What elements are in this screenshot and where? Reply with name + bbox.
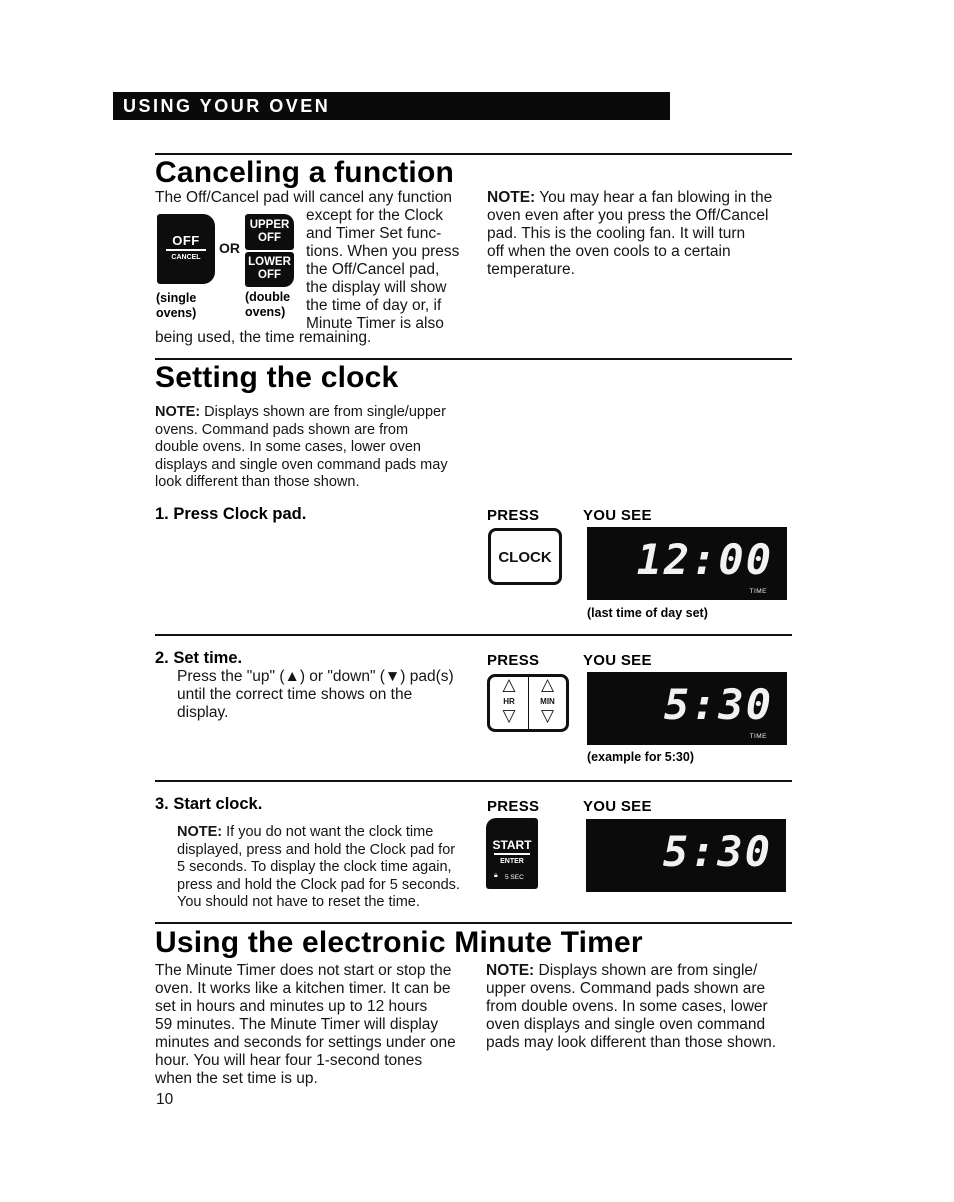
display-time-label: TIME [749, 733, 767, 740]
note-label: NOTE: [486, 962, 535, 979]
note-label: NOTE: [487, 189, 536, 206]
cancel-note [487, 189, 787, 279]
text-line: If you do not want the clock time [226, 824, 434, 840]
hr-down-icon[interactable]: ▽ [502, 706, 516, 725]
lower-off-label: OFF [258, 269, 281, 281]
cancel-title: Canceling a function [155, 156, 455, 189]
clock-display-5-30-started [586, 819, 786, 892]
min-updown-pad[interactable] [528, 674, 569, 732]
text-line: when the set time is up. [155, 1070, 318, 1087]
lower-off-pad-image [245, 252, 294, 287]
hr-updown-pad[interactable] [487, 674, 529, 732]
min-label: MIN [540, 697, 555, 706]
start-label: START [492, 838, 532, 852]
text-line: Displays shown are from single/ [538, 962, 758, 979]
caption-line: ovens) [156, 306, 197, 320]
text-line: the time of day or, if [306, 297, 442, 314]
text-line: off when the oven cools to a certain [487, 243, 731, 260]
hr-label: HR [503, 697, 515, 706]
section-rule [155, 358, 792, 360]
text-line: ovens. Command pads shown are from [155, 421, 409, 438]
text-line: You should not have to reset the time. [177, 894, 420, 910]
text-line: press and hold the Clock pad for 5 seconds. [177, 876, 460, 893]
step1-heading: 1. Press Clock pad. [155, 505, 307, 523]
clock-title: Setting the clock [155, 361, 399, 394]
text-line: set in hours and minutes up to 12 hours [155, 998, 428, 1015]
text-line: until the correct time shows on the [177, 686, 413, 703]
lock-icon: 🔒︎ [494, 872, 498, 879]
text-line: look different than those shown. [155, 474, 360, 490]
enter-label: ENTER [500, 858, 524, 865]
text-line: display. [177, 704, 229, 721]
you-see-label: YOU SEE [583, 507, 652, 524]
step-rule [155, 780, 792, 782]
caption-line: (double [245, 290, 291, 304]
press-label: PRESS [487, 652, 540, 669]
text-line: The Minute Timer does not start or stop the [155, 962, 452, 979]
clock-pad[interactable] [488, 528, 562, 585]
text-line: temperature. [487, 261, 575, 278]
section-rule [155, 153, 792, 155]
press-label: PRESS [487, 798, 540, 815]
hr-up-icon[interactable]: △ [502, 675, 516, 694]
text-line: 5 seconds. To display the clock time again, [177, 859, 452, 875]
five-sec-label: 5 SEC [505, 874, 524, 881]
text-line: double ovens. In some cases, lower oven [155, 439, 421, 455]
caption-line: ovens) [245, 305, 286, 319]
clock-display-5-30-set [587, 672, 787, 745]
section-header-label: USING YOUR OVEN [123, 96, 331, 116]
off-cancel-pad-image [157, 214, 215, 284]
timer-note [486, 962, 786, 1052]
clock-pad-label: CLOCK [498, 549, 552, 566]
upper-off-pad-image [245, 214, 294, 250]
you-see-label: YOU SEE [583, 652, 652, 669]
text-line: the Off/Cancel pad, [306, 261, 440, 278]
cancel-column-text [306, 207, 476, 333]
section-header-bar [113, 92, 670, 120]
text-line: pads may look different than those shown. [486, 1034, 777, 1051]
timer-title: Using the electronic Minute Timer [155, 926, 643, 959]
text-line: and Timer Set func- [306, 225, 442, 242]
text-line: hour. You will hear four 1-second tones [155, 1052, 423, 1069]
text-line: pad. This is the cooling fan. It will turn [487, 225, 746, 242]
text-line: You may hear a fan blowing in the [539, 189, 773, 206]
text-line: Press the "up" (▲) or "down" (▼) pad(s) [177, 668, 454, 685]
cancel-tail: being used, the time remaining. [155, 329, 372, 346]
clock-note [155, 404, 475, 492]
text-line: Displays shown are from single/upper [204, 404, 446, 420]
cancel-intro: The Off/Cancel pad will cancel any function [155, 189, 452, 206]
text-line: tions. When you press [306, 243, 460, 260]
display-time-label: TIME [749, 588, 767, 595]
double-ovens-caption [245, 290, 290, 320]
step3-heading: 3. Start clock. [155, 795, 263, 813]
single-ovens-caption [156, 291, 196, 321]
press-label: PRESS [487, 507, 540, 524]
step3-note [177, 824, 472, 912]
pad-divider [166, 249, 206, 251]
you-see-label: YOU SEE [583, 798, 652, 815]
text-line: Minute Timer is also [306, 315, 444, 332]
step1-caption: (last time of day set) [587, 606, 708, 620]
section-rule [155, 922, 792, 924]
step2-body [177, 668, 467, 722]
step2-heading: 2. Set time. [155, 649, 243, 667]
text-line: oven. It works like a kitchen timer. It can be [155, 980, 451, 997]
step2-caption: (example for 5:30) [587, 750, 694, 764]
note-label: NOTE: [155, 404, 201, 420]
lower-label: LOWER [248, 256, 291, 268]
caption-line: (single [156, 291, 197, 305]
off-label: OFF [172, 233, 200, 248]
min-down-icon[interactable]: ▽ [540, 706, 555, 725]
start-pad[interactable] [486, 818, 538, 889]
timer-body [155, 962, 465, 1088]
display-readout: 12:00 [636, 535, 773, 584]
text-line: displays and single oven command pads may [155, 456, 448, 473]
text-line: 59 minutes. The Minute Timer will display [155, 1016, 439, 1033]
upper-off-label: OFF [258, 232, 281, 244]
page-number: 10 [156, 1091, 174, 1108]
text-line: except for the Clock [306, 207, 443, 224]
cancel-label: CANCEL [171, 254, 201, 261]
text-line: oven displays and single oven command [486, 1016, 766, 1033]
upper-label: UPPER [249, 219, 290, 231]
text-line: upper ovens. Command pads shown are [486, 980, 766, 997]
pad-divider [494, 853, 530, 855]
or-label: OR [219, 240, 240, 256]
display-readout: 5:30 [662, 827, 772, 876]
display-readout: 5:30 [663, 680, 773, 729]
note-label: NOTE: [177, 824, 223, 840]
clock-display-12-00 [587, 527, 787, 600]
min-up-icon[interactable]: △ [540, 675, 555, 694]
step-rule [155, 634, 792, 636]
text-line: oven even after you press the Off/Cancel [487, 207, 769, 224]
text-line: from double ovens. In some cases, lower [486, 998, 768, 1015]
text-line: displayed, press and hold the Clock pad for [177, 841, 456, 858]
text-line: the display will show [306, 279, 447, 296]
text-line: minutes and seconds for settings under one [155, 1034, 456, 1051]
